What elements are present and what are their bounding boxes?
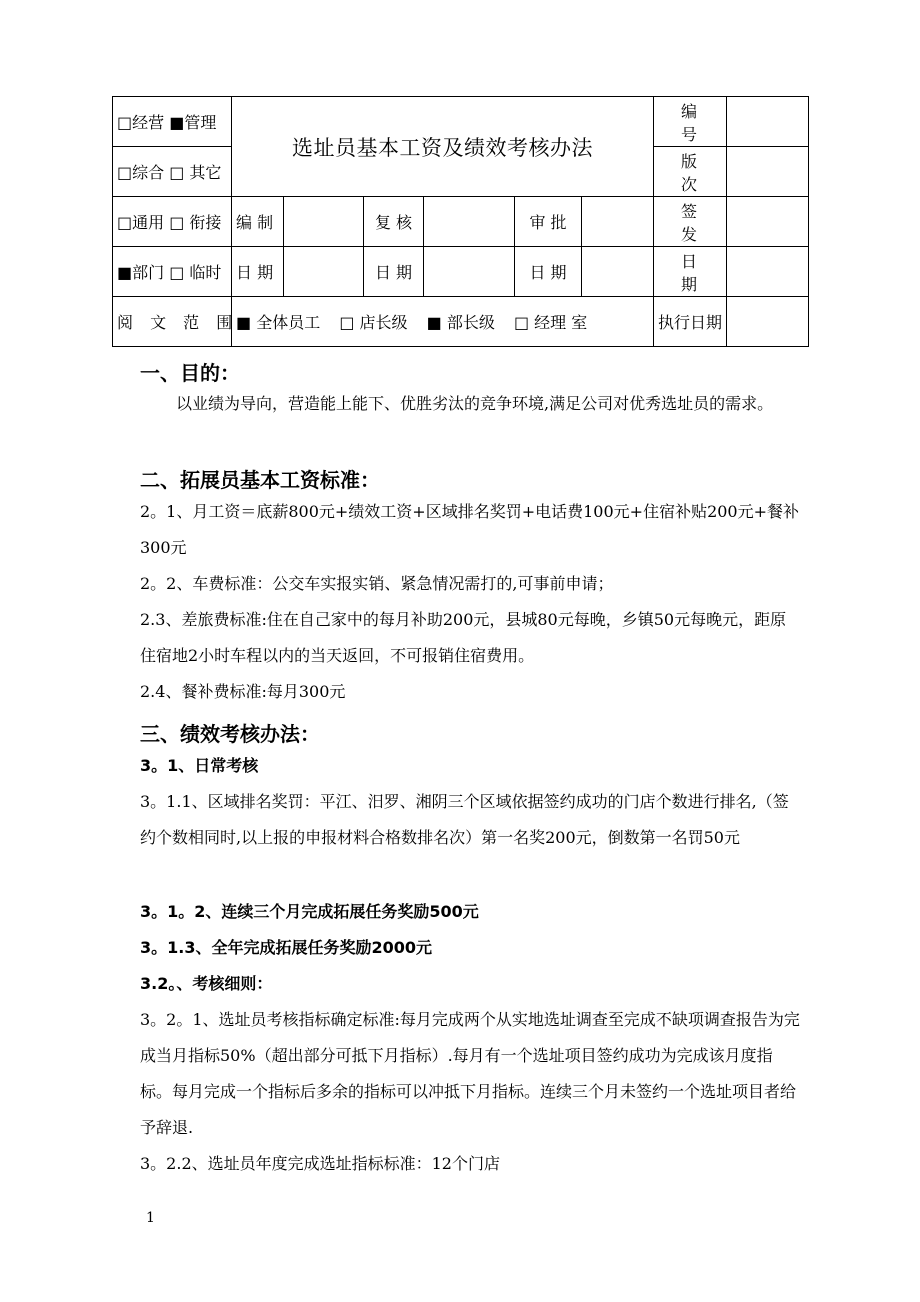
number-value bbox=[727, 97, 809, 147]
review-date-value bbox=[424, 247, 515, 297]
section-2-item-4: 2.4、餐补费标准:每月300元 bbox=[140, 682, 346, 701]
compile-label: 编 制 bbox=[232, 197, 284, 247]
number-label: 编 号 bbox=[654, 97, 727, 147]
document-title: 选址员基本工资及绩效考核办法 bbox=[232, 97, 654, 197]
doc-type-options-1: □经营 ■管理 bbox=[113, 97, 232, 147]
section-3-title: 三、绩效考核办法： bbox=[140, 722, 320, 746]
approve-label: 审 批 bbox=[515, 197, 582, 247]
review-date-label: 日 期 bbox=[364, 247, 424, 297]
page-number: 1 bbox=[146, 1210, 155, 1226]
read-range-all-staff: ■ 全体员工 bbox=[236, 313, 321, 332]
review-label: 复 核 bbox=[364, 197, 424, 247]
section-2-item-2: 2。2、车费标准：公交车实报实销、紧急情况需打的,可事前申请； bbox=[140, 574, 614, 593]
section-2-title: 二、拓展员基本工资标准： bbox=[140, 468, 380, 492]
review-value bbox=[424, 197, 515, 247]
section-2-item-3: 2.3、差旅费标准:住在自己家中的每月补助200元，县城80元每晚，乡镇50元每晚元，距原住宿地2小时车程以内的当天返回，不可报销住宿费用。 bbox=[140, 610, 787, 665]
read-range-department-head: ■ 部长级 bbox=[426, 313, 495, 332]
section-3-item-5: 3。2.2、选址员年度完成选址指标标准：12个门店 bbox=[140, 1154, 500, 1173]
approve-value bbox=[582, 197, 654, 247]
section-2-item-1: 2。1、月工资＝底薪800元+绩效工资+区域排名奖罚+电话费100元+住宿补贴200元+餐补300元 bbox=[140, 502, 800, 557]
compile-date-value bbox=[284, 247, 364, 297]
read-range-values bbox=[232, 297, 654, 347]
header-table bbox=[112, 96, 809, 347]
approve-date-value bbox=[582, 247, 654, 297]
exec-date-value bbox=[727, 297, 809, 347]
approve-date-label: 日 期 bbox=[515, 247, 582, 297]
section-3-item-4: 3。2。1、选址员考核指标确定标准:每月完成两个从实地选址调查至完成不缺项调查报告为完成当月指标50%（超出部分可抵下月指标）.每月有一个选址项目签约成功为完成该月度指标。每月完成一个指标后多余的指标可以冲抵下月指标。连续三个月未签约一个选址项目者给予辞退. bbox=[140, 1010, 800, 1137]
issue-value bbox=[727, 197, 809, 247]
section-1-paragraph: 以业绩为导向，营造能上能下、优胜劣汰的竞争环境,满足公司对优秀选址员的需求。 bbox=[176, 394, 774, 413]
read-range-manager-office: □ 经理 室 bbox=[513, 313, 588, 332]
issue-date-value bbox=[727, 247, 809, 297]
read-range-label: 阅 文 范 围 bbox=[113, 297, 232, 347]
issue-label: 签 发 bbox=[654, 197, 727, 247]
scope-options-1: □通用 □ 衔接 bbox=[113, 197, 232, 247]
exec-date-label: 执行日期 bbox=[654, 297, 727, 347]
section-3-item-3: 3。1.3、全年完成拓展任务奖励2000元 bbox=[140, 938, 433, 957]
doc-type-options-2: □综合 □ 其它 bbox=[113, 147, 232, 197]
section-3-item-1: 3。1.1、区域排名奖罚：平江、汨罗、湘阴三个区域依据签约成功的门店个数进行排名,（签约个数相同时,以上报的申报材料合格数排名次）第一名奖200元，倒数第一名罚50元 bbox=[140, 792, 789, 847]
section-3-subheading-1: 3。1、日常考核 bbox=[140, 756, 259, 775]
section-1-title: 一、目的： bbox=[140, 361, 240, 385]
compile-date-label: 日 期 bbox=[232, 247, 284, 297]
read-range-store-manager: □ 店长级 bbox=[339, 313, 408, 332]
version-value bbox=[727, 147, 809, 197]
section-3-item-2: 3。1。2、连续三个月完成拓展任务奖励500元 bbox=[140, 902, 479, 921]
compile-value bbox=[284, 197, 364, 247]
version-label: 版 次 bbox=[654, 147, 727, 197]
issue-date-label: 日 期 bbox=[654, 247, 727, 297]
scope-options-2: ■部门 □ 临时 bbox=[113, 247, 232, 297]
section-3-subheading-2: 3.2。、考核细则： bbox=[140, 974, 273, 993]
